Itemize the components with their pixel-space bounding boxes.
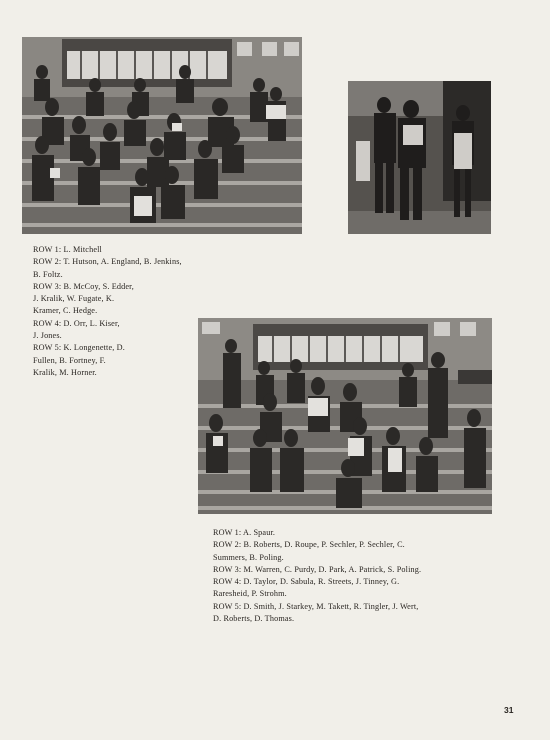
caption-group-1	[33, 244, 233, 379]
caption-line: ROW 1: A. Spaur.	[213, 528, 276, 537]
group-photo-top-left-image	[22, 37, 302, 234]
caption-line: B. Foltz.	[33, 269, 63, 279]
page-number: 31	[504, 705, 514, 715]
caption-line: J. Jones.	[33, 331, 62, 341]
caption-line: ROW 2: T. Hutson, A. England, B. Jenkins,	[33, 257, 182, 267]
caption-line: J. Kralik, W. Fugate, K.	[33, 294, 115, 304]
caption-line: ROW 3: M. Warren, C. Purdy, D. Park, A. Patrick, S. Poling.	[213, 564, 422, 574]
caption-line: ROW 5: K. Longenette, D.	[33, 343, 125, 353]
group-photo-bottom	[198, 318, 492, 514]
candid-photo-top-right	[348, 81, 491, 234]
caption-line: D. Roberts, D. Thomas.	[213, 614, 295, 624]
caption-group-2	[213, 527, 493, 625]
group-photo-bottom-image	[198, 318, 492, 514]
caption-line: ROW 4: D. Taylor, D. Sabula, R. Streets, J. Tinney, G.	[213, 577, 400, 587]
caption-line: ROW 5: D. Smith, J. Starkey, M. Takett, R. Tingler, J. Wert,	[213, 601, 419, 611]
caption-line: ROW 3: B. McCoy, S. Edder,	[33, 281, 134, 291]
caption-line: Fullen, B. Fortney, F.	[33, 355, 106, 365]
caption-line: ROW 2: B. Roberts, D. Roupe, P. Sechler, P. Sechler, C.	[213, 540, 405, 550]
caption-line: Raresheid, P. Strohm.	[213, 589, 287, 599]
caption-line: Summers, B. Poling.	[213, 552, 284, 562]
caption-line: ROW 1: L. Mitchell	[33, 245, 102, 254]
caption-line: Kramer, C. Hedge.	[33, 306, 98, 316]
candid-photo-top-right-image	[348, 81, 491, 234]
caption-line: ROW 4: D. Orr, L. Kiser,	[33, 318, 120, 328]
group-photo-top-left	[22, 37, 302, 234]
caption-line: Kralik, M. Horner.	[33, 367, 97, 377]
